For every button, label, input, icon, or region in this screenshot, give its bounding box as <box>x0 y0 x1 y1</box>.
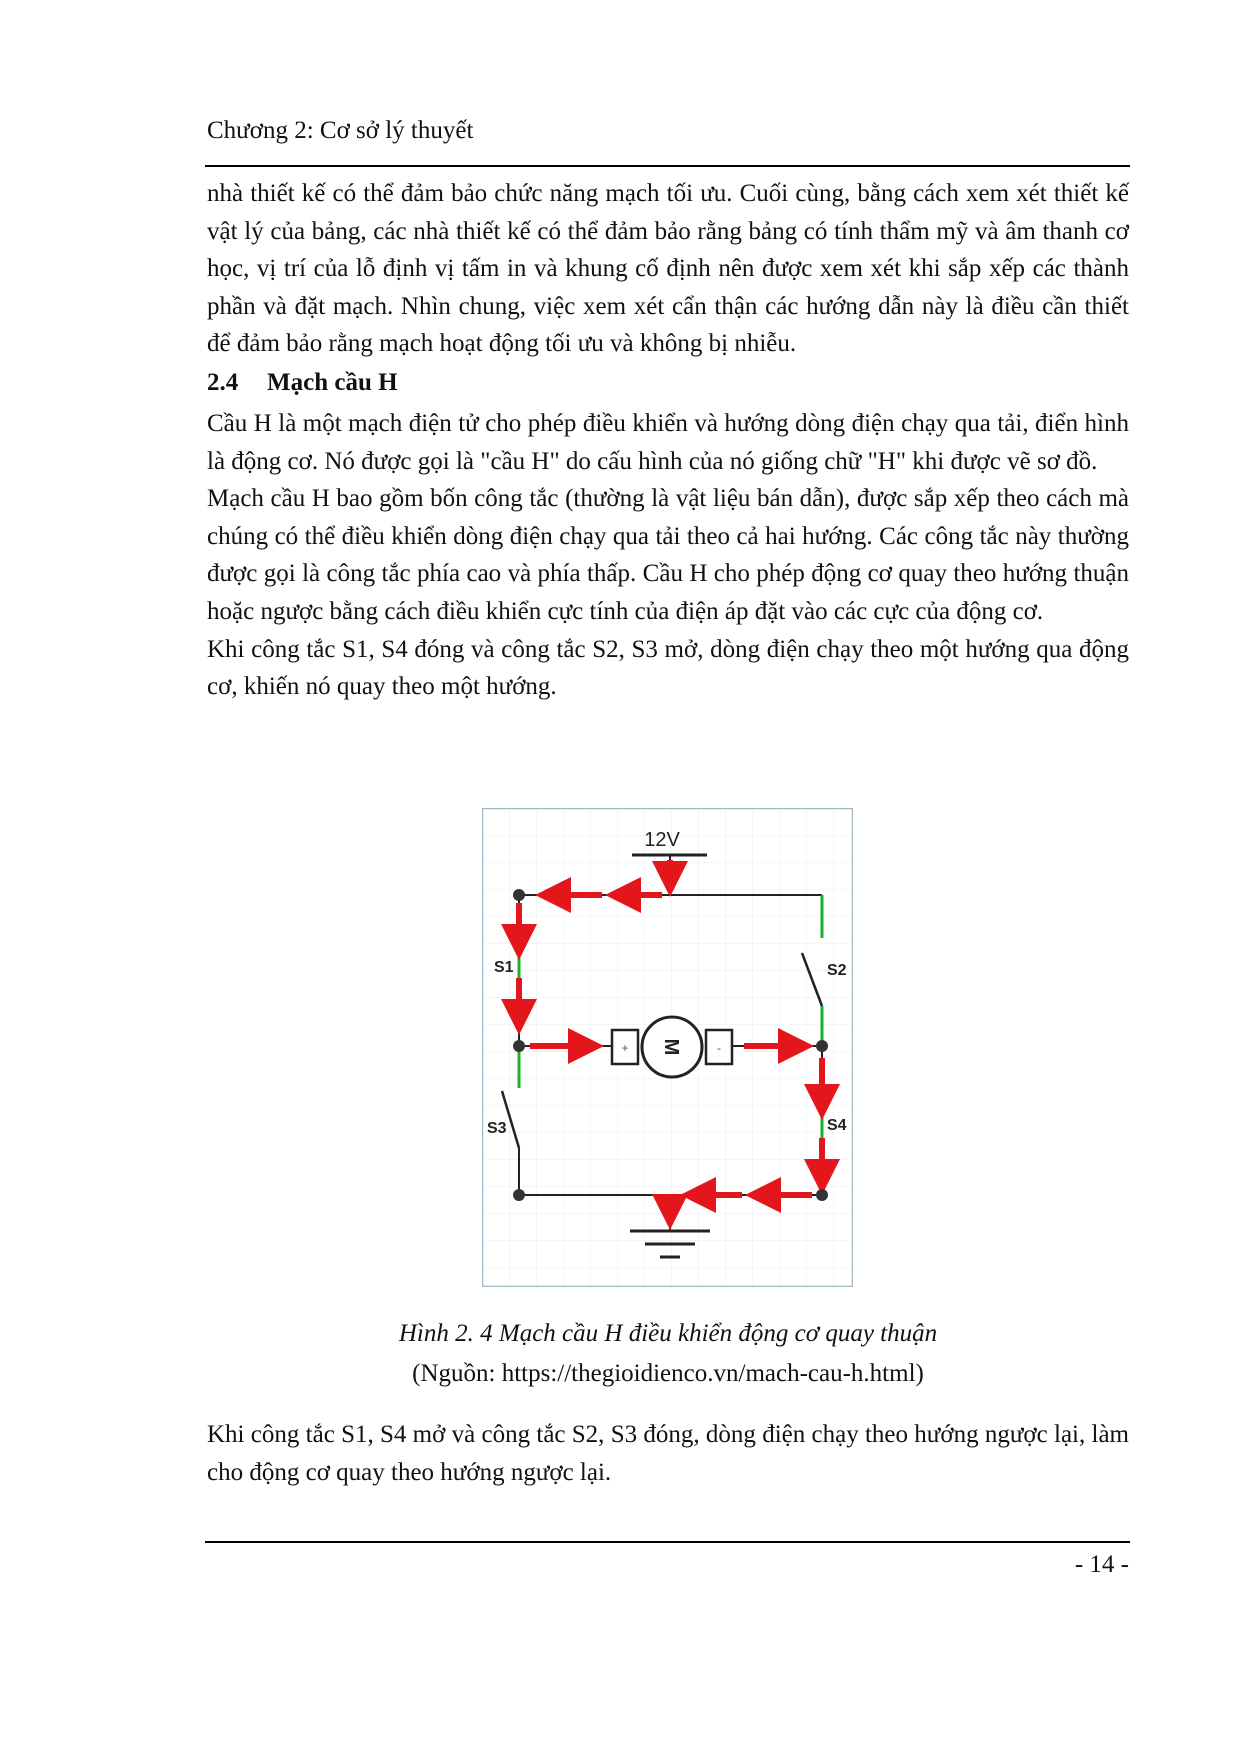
paragraph-reverse-rotation: Khi công tắc S1, S4 mở và công tắc S2, S3 đóng, dòng điện chạy theo hướng ngược lại, làm cho động cơ quay theo hướng ngược lại. <box>207 1421 1129 1486</box>
footer-rule <box>205 1541 1130 1543</box>
motor-minus-terminal: - <box>717 1041 721 1055</box>
switch-label-s2: S2 <box>827 962 847 979</box>
paragraph-forward-rotation: Khi công tắc S1, S4 đóng và công tắc S2, S3 mở, dòng điện chạy theo một hướng qua động cơ, khiến nó quay theo một hướng. <box>207 635 1129 701</box>
paragraph-h-bridge-definition: Cầu H là một mạch điện tử cho phép điều khiển và hướng dòng điện chạy qua tải, điển hình là động cơ. Nó được gọi là "cầu H" do cấu hình của nó giống chữ "H" khi được vẽ sơ đồ. <box>207 410 1129 475</box>
motor-label: M <box>660 1038 682 1056</box>
figure-caption-source: (Nguồn: https://thegioidienco.vn/mach-cau-h.html) <box>412 1360 924 1387</box>
supply-label: 12V <box>644 829 680 851</box>
intro-paragraph-block <box>207 175 1129 363</box>
intro-paragraph: nhà thiết kế có thể đảm bảo chức năng mạch tối ưu. Cuối cùng, bằng cách xem xét thiết kế vật lý của bảng, các nhà thiết kế có thể đảm bảo rằng bảng có tính thẩm mỹ và âm thanh cơ học, vị trí của lỗ định vị tấm in và khung cố định nên được xem xét khi sắp xếp các thành phần và đặt mạch. Nhìn chung, việc xem xét cẩn thận các hướng dẫn này là điều cần thiết để đảm bảo rằng mạch hoạt động tối ưu và không bị nhiễu. <box>207 180 1129 358</box>
motor-plus-terminal: + <box>621 1041 629 1055</box>
section-title: Mạch cầu H <box>267 369 398 396</box>
paragraph-h-bridge-switches: Mạch cầu H bao gồm bốn công tắc (thường là vật liệu bán dẫn), được sắp xếp theo cách mà chúng có thể điều khiển dòng điện chạy qua tải theo cả hai hướng. Các công tắc này thường được gọi là công tắc phía cao và phía thấp. Cầu H cho phép động cơ quay theo hướng thuận hoặc ngược bằng cách điều khiển cực tính của điện áp đặt vào các cực của động cơ. <box>207 485 1129 625</box>
header-rule <box>205 165 1130 167</box>
section-number: 2.4 <box>207 369 239 396</box>
switch-label-s4: S4 <box>827 1117 847 1134</box>
page-number: - 14 - <box>1074 1551 1129 1578</box>
h-bridge-figure <box>482 808 853 1287</box>
figure-caption-title: Hình 2. 4 Mạch cầu H điều khiển động cơ quay thuận <box>398 1320 938 1347</box>
closing-paragraph-block <box>207 1416 1129 1491</box>
body-paragraphs <box>207 405 1129 706</box>
chapter-header: Chương 2: Cơ sở lý thuyết <box>207 117 474 144</box>
switch-label-s1: S1 <box>494 959 514 976</box>
switch-label-s3: S3 <box>487 1120 507 1137</box>
section-heading <box>207 369 398 397</box>
